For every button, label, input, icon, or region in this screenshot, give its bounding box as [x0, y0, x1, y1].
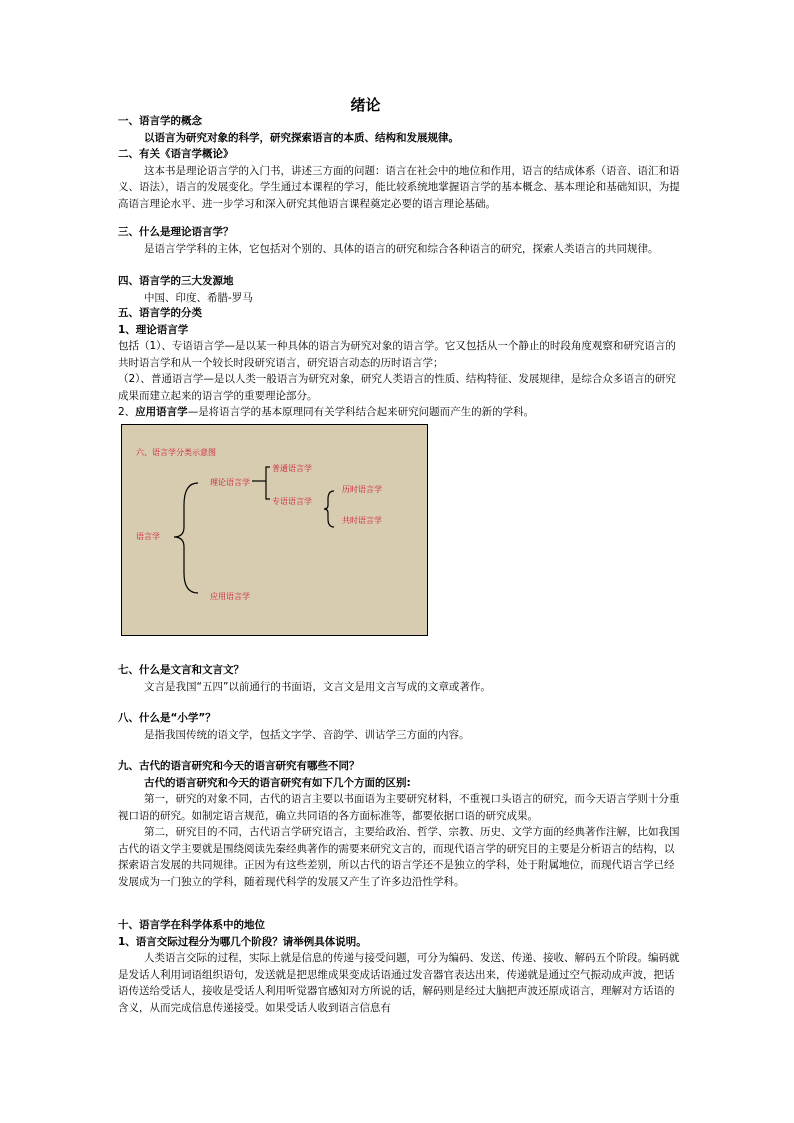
section-1: [118, 113, 680, 146]
brace-theory: [266, 467, 270, 499]
section-7: [118, 662, 680, 695]
section-1-text: 以语言为研究对象的科学，研究探索语言的本质、结构和发展规律。: [144, 131, 459, 144]
section-2-heading: 二、有关《语言学概论》: [118, 148, 234, 160]
brace-root: [174, 483, 198, 593]
section-10-para-1: 人类语言交际的过程，实际上就是信息的传递与接受问题，可分为编码、发送、传递、接收、解码五个阶段。编码就是发话人利用词语组织语句，发送就是把思维成果变成话语通过发音器官表达出来，传递就是通过空气振动成声波，把话语传送给受话人，接收是受话人利用听觉器官感知对方所说的话，解码则是经过大脑把声波还原成语言，理解对方话语的含义，从而完成信息传递接受。如果受话人收到语言信息有: [118, 952, 680, 1014]
diagram-root-label: 语言学: [136, 532, 160, 541]
section-7-text: 文言是我国“五四”以前通行的书面语，文言文是用文言写成的文章或著作。: [144, 680, 491, 693]
section-8-text: 是指我国传统的语文学，包括文字学、音韵学、训诂学三方面的内容。: [144, 728, 470, 741]
section-4: [118, 273, 680, 306]
section-3-text: 是语言学学科的主体，它包括对个别的、具体的语言的研究和综合各种语言的研究，探索人类语言的共同规律。: [144, 242, 659, 255]
section-1-heading: 一、语言学的概念: [118, 115, 202, 127]
section-5-subheading: 1、理论语言学: [118, 323, 189, 336]
diagram-theory-label: 理论语言学: [210, 478, 250, 487]
section-10: [118, 917, 680, 1016]
section-9-para-2: 第二，研究目的不同，古代语言学研究语言，主要给政治、哲学、宗教、历史、文学方面的经典著作注解，比如我国古代的语文学主要就是围绕阅读先秦经典著作的需要来研究文言的，而现代语言学的研究目的主要是分析语言的结构，以探索语言发展的共同规律。正因为有这些差别，所以古代的语言学还不是独立的学科，处于附属地位，而现代语言学已经发展成为一门独立的学科，随着现代科学的发展又产生了许多边沿性学科。: [118, 826, 680, 888]
brace-special: [324, 491, 334, 527]
section-2: [118, 146, 680, 212]
section-3: [118, 224, 680, 257]
section-5-para-3: [118, 404, 680, 421]
section-5-heading: 五、语言学的分类: [118, 307, 202, 319]
diagram-synchronic-label: 共时语言学: [342, 516, 382, 525]
section-5-para-1: 包括（1）、专语语言学—是以某一种具体的语言为研究对象的语言学。它又包括从一个静止的时段角度观察和研究语言的共时语言学和从一个较长时段研究语言，研究语言动态的历时语言学；: [118, 340, 676, 369]
section-8: [118, 710, 680, 743]
diagram-general-label: 普通语言学: [272, 464, 312, 473]
section-9: [118, 758, 680, 890]
section-9-heading: 九、古代的语言研究和今天的语言研究有哪些不同？: [118, 760, 360, 772]
section-4-text: 中国、印度、希腊-罗马: [144, 291, 253, 304]
section-10-subheading: 1、语言交际过程分为哪几个阶段？请举例具体说明。: [118, 935, 367, 948]
classification-diagram: [121, 424, 428, 636]
page-title: 绪论: [350, 96, 381, 114]
section-4-heading: 四、语言学的三大发源地: [118, 275, 234, 287]
section-10-heading: 十、语言学在科学体系中的地位: [118, 919, 265, 931]
section-5-para-3-prefix: 2、: [118, 406, 136, 418]
section-5: [118, 305, 680, 421]
diagram-special-label: 专语语言学: [272, 497, 312, 506]
section-5-para-3-rest: —是将语言学的基本原理同有关学科结合起来研究问题而产生的新的学科。: [187, 406, 535, 418]
section-5-para-2: （2）、普通语言学—是以人类一般语言为研究对象，研究人类语言的性质、结构特征、发展规律，是综合众多语言的研究成果而建立起来的语言学的重要理论部分。: [118, 373, 676, 402]
section-9-subheading: 古代的语言研究和今天的语言研究有如下几个方面的区别:: [144, 776, 411, 789]
section-7-heading: 七、什么是文言和文言文？: [118, 664, 244, 676]
section-2-text: 这本书是理论语言学的入门书，讲述三方面的问题：语言在社会中的地位和作用，语言的结成体系（语音、语汇和语义、语法），语言的发展变化。学生通过本课程的学习，能比较系统地掌握语言学的基本概念、基本理论和基础知识，为提高语言理论水平、进一步学习和深入研究其他语言课程奠定必要的语言理论基础。: [118, 164, 680, 210]
diagram-caption: 六、语言学分类示意图: [136, 448, 216, 457]
section-9-para-1: 第一，研究的对象不同，古代的语言主要以书面语为主要研究材料，不重视口头语言的研究，而今天语言学则十分重视口语的研究。如制定语言规范，确立共同语的各方面标准等，都要依据口语的研究成果。: [118, 793, 680, 822]
section-3-heading: 三、什么是理论语言学？: [118, 226, 234, 238]
section-5-para-3-term: 应用语言学: [135, 406, 188, 418]
diagram-diachronic-label: 历时语言学: [342, 485, 382, 494]
section-8-heading: 八、什么是“小学”？: [118, 712, 216, 724]
diagram-applied-label: 应用语言学: [210, 592, 250, 601]
